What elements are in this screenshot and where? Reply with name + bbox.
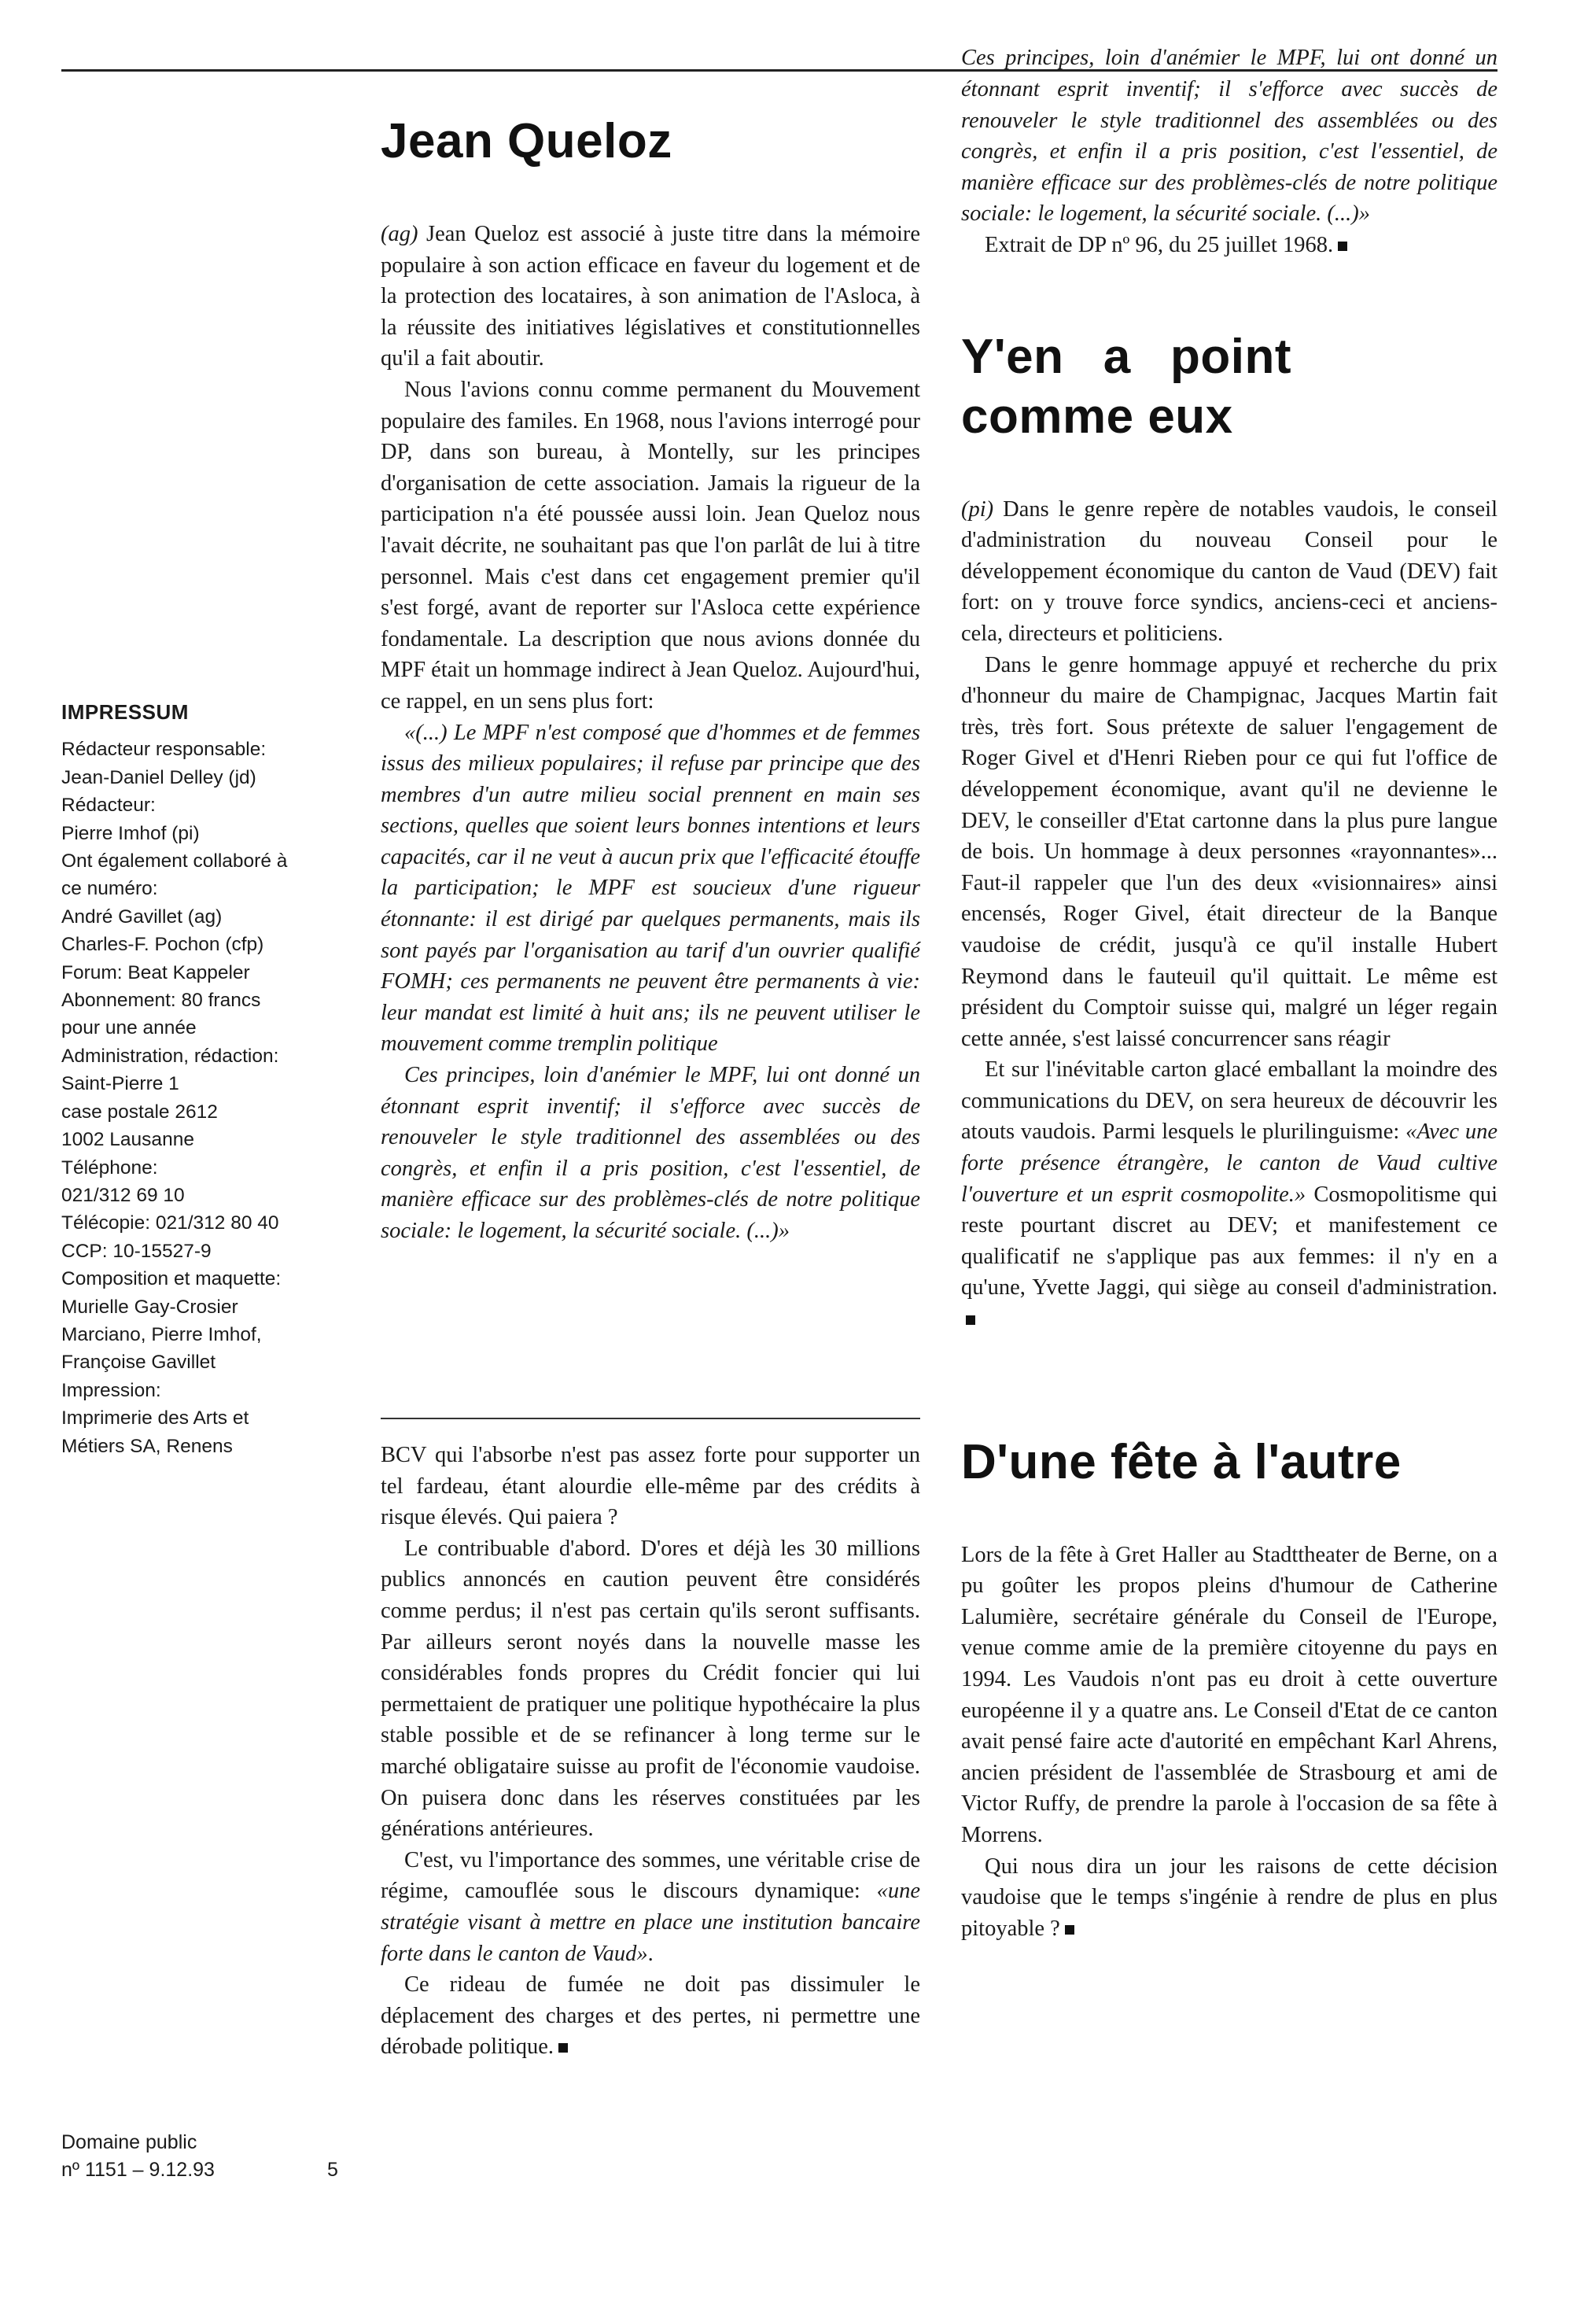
- impressum-line: Administration, rédaction:: [61, 1045, 279, 1067]
- impressum: [61, 699, 344, 1460]
- impressum-line: Abonnement: 80 francs: [61, 990, 261, 1012]
- impressum-line: Saint-Pierre 1: [61, 1073, 179, 1095]
- impressum-line: CCP: 10-15527-9: [61, 1240, 212, 1262]
- quote-paragraph: «(...) Le MPF n'est composé que d'hommes et de femmes issus des milieux populaires; il refuse par principe que des membres d'un autre milieu social prennent en main ses sections, quelles que soient leurs bonnes intentions et leurs capacités, car il ne veut à aucun prix que l'efficacité étouffe la participation; le MPF est soucieux d'une rigueur étonnante: il est dirigé par quelques permanents, mais ils sont payés par l'organisation au tarif d'un ouvrier qualifié FOMH; ces permanents ne peuvent être permanents à vie: leur mandat est limité à huit ans; ils ne peuvent utiliser le mouvement comme tremplin politique: [381, 720, 920, 1057]
- impressum-line: Composition et maquette:: [61, 1268, 282, 1290]
- quote-paragraph: Ces principes, loin d'anémier le MPF, lui ont donné un étonnant esprit inventif; il s'efforce avec succès de renouveler le style traditionnel des assemblées ou des congrès, et enfin il a pris position, c'est l'essentiel, de manière efficace sur des problèmes-clés de notre politique sociale: le logement, la sécurité sociale. (...)»: [381, 1063, 920, 1243]
- paragraph: Qui nous dira un jour les raisons de cette décision vaudoise que le temps s'ingénie à rendre de plus en plus pitoyable ?: [961, 1854, 1497, 1941]
- author-initials: (ag): [381, 222, 418, 246]
- paragraph: Lors de la fête à Gret Haller au Stadttheater de Berne, on a pu goûter les propos pleins d'humour de Catherine Lalumière, secrétaire générale du Conseil de l'Europe, venue comme amie de la première citoyenne du pays en 1994. Les Vaudois n'ont pas eu droit à cette ouverture européenne il y a quatre ans. Le Conseil d'Etat de ce canton avait pensé faire acte d'autorité en empêchant Karl Ahrens, ancien président de l'assemblée de Strasbourg et ami de Victor Ruffy, de prendre la parole à l'occasion de sa fête à Morrens.: [961, 1542, 1497, 1847]
- impressum-title: IMPRESSUM: [61, 700, 189, 724]
- source-line: Extrait de DP nº 96, du 25 juillet 1968.: [961, 230, 1497, 261]
- impressum-line: Françoise Gavillet: [61, 1352, 216, 1374]
- section-divider: [381, 1418, 920, 1419]
- impressum-line: Imprimerie des Arts et: [61, 1407, 249, 1429]
- impressum-line: Forum: Beat Kappeler: [61, 961, 250, 983]
- impressum-line: Télécopie: 021/312 80 40: [61, 1212, 279, 1234]
- article-bcv: [381, 1440, 920, 2063]
- author-initials: (pi): [961, 496, 994, 522]
- impressum-line: pour une année: [61, 1017, 197, 1039]
- page-number: 5: [327, 2159, 338, 2181]
- headline-queloz: Jean Queloz: [381, 114, 672, 168]
- impressum-line: Rédacteur:: [61, 795, 156, 817]
- paragraph: Et sur l'inévitable carton glacé emballant la moindre des communications du DEV, on sera heureux de découvrir les atouts vaudois. Parmi lesquels le plurilinguisme: «Avec une forte présence étrangère, le canton de Vaud cultive l'ouverture et un esprit cosmopolite.» Cosmopolitisme qui reste pourtant discret au DEV; et manifestement ce qualificatif ne s'applique pas aux femmes: il n'y en a qu'une, Yvette Jaggi, qui siège au conseil d'administration.: [961, 1054, 1497, 1334]
- end-mark: [966, 1315, 975, 1325]
- impressum-line: ce numéro:: [61, 878, 158, 900]
- impressum-line: André Gavillet (ag): [61, 906, 223, 928]
- impressum-line: Marciano, Pierre Imhof,: [61, 1323, 262, 1345]
- impressum-line: Jean-Daniel Delley (jd): [61, 766, 256, 788]
- quote-continuation: Ces principes, loin d'anémier le MPF, lui ont donné un étonnant esprit inventif; il s'efforce avec succès de renouveler le style traditionnel des assemblées ou des congrès, et enfin il a pris position, c'est l'essentiel, de manière efficace sur des problèmes-clés de notre politique sociale: le logement, la sécurité sociale. (...)»: [961, 46, 1497, 227]
- impressum-line: Pierre Imhof (pi): [61, 822, 200, 844]
- headline-dev: Y'en a point comme eux: [961, 329, 1291, 444]
- right-column: [961, 46, 1498, 1944]
- impressum-line: Charles-F. Pochon (cfp): [61, 934, 264, 956]
- paragraph: Dans le genre hommage appuyé et recherche du prix d'honneur du maire de Champignac, Jacques Martin fait très, très fort. Sous prétexte de saluer l'engagement de Roger Givel et d'Henri Rieben pour ce qui fut l'office de développement économique, avant qu'il ne devienne le DEV, le conseiller d'Etat cartonne dans la plus pure langue de bois. Un hommage à deux personnes «rayonnantes»... Faut-il rappeler que l'un des deux «visionnaires» ainsi encensés, Roger Givel, était directeur de la Banque vaudoise de crédit, jusqu'à ce qu'il installe Hubert Reymond dans le fauteuil qu'il quittait. Le même est président du Comptoir suisse qui, malgré un léger regain cette année, s'est laissé concurrencer sans réagir: [961, 652, 1497, 1051]
- paragraph: Ce rideau de fumée ne doit pas dissimuler le déplacement des charges et des pertes, ni permettre une dérobade politique.: [381, 1972, 920, 2060]
- end-mark: [558, 2043, 568, 2053]
- publication-name: Domaine public: [61, 2131, 197, 2153]
- impressum-line: Métiers SA, Renens: [61, 1435, 233, 1457]
- headline-fete: D'une fête à l'autre: [961, 1434, 1402, 1489]
- impressum-line: Impression:: [61, 1379, 161, 1401]
- paragraph: C'est, vu l'importance des sommes, une véritable crise de régime, camouflée sous le discours dynamique: «une stratégie visant à mettre en place une institution bancaire forte dans le canton de Vaud».: [381, 1847, 920, 1966]
- paragraph: (ag) Jean Queloz est associé à juste titre dans la mémoire populaire à son action efficace en faveur du logement et de la protection des locataires, à son animation de l'Asloca, à la réussite des initiatives législatives et constitutionnelles qu'il a fait aboutir.: [381, 222, 920, 371]
- paragraph: (pi) Dans le genre repère de notables vaudois, le conseil d'administration du nouveau Conseil pour le développement économique du canton de Vaud (DEV) fait fort: on y trouve force syndics, anciens-ceci et anciens-cela, directeurs et politiciens.: [961, 496, 1497, 646]
- article-queloz: [381, 112, 920, 1243]
- impressum-line: case postale 2612: [61, 1101, 218, 1123]
- paragraph: Le contribuable d'abord. D'ores et déjà les 30 millions publics annoncés en caution peuvent être considérés comme perdus; il n'est pas certain qu'ils seront suffisants. Par ailleurs seront noyés dans la nouvelle masse les considérables fonds propres du Crédit foncier qui lui permettaient de pratiquer une politique hypothécaire la plus stable possible et de se refinancer à long terme sur le marché obligataire suisse au profit de l'économie vaudoise. On puisera donc dans les réserves constituées par les générations antérieures.: [381, 1536, 920, 1842]
- paragraph: Nous l'avions connu comme permanent du Mouvement populaire des familes. En 1968, nous l'avions interrogé pour DP, dans son bureau, à Montelly, sur les principes d'organisation de cette association. Jamais la rigueur de la participation n'a été poussée aussi loin. Jean Queloz nous l'avait décrite, ne souhaitant pas que l'on parlât de lui à titre personnel. Mais c'est dans cet engagement premier qu'il s'est forgé, avant de reporter sur l'Asloca cette expérience fondamentale. La description que nous avions donnée du MPF était un hommage indirect à Jean Queloz. Aujourd'hui, ce rappel, en un sens plus fort:: [381, 377, 920, 714]
- page-footer: [61, 2129, 344, 2184]
- issue-number: nº 1151 – 9.12.93: [61, 2159, 215, 2181]
- impressum-line: Rédacteur responsable:: [61, 739, 267, 761]
- paragraph: BCV qui l'absorbe n'est pas assez forte pour supporter un tel fardeau, étant alourdie elle-même par des crédits à risque élevés. Qui paiera ?: [381, 1443, 920, 1530]
- impressum-line: 021/312 69 10: [61, 1184, 185, 1206]
- impressum-line: Téléphone:: [61, 1156, 158, 1179]
- end-mark: [1065, 1925, 1074, 1935]
- end-mark: [1338, 242, 1347, 251]
- impressum-line: 1002 Lausanne: [61, 1129, 194, 1151]
- impressum-line: Ont également collaboré à: [61, 850, 288, 872]
- impressum-line: Murielle Gay-Crosier: [61, 1296, 238, 1318]
